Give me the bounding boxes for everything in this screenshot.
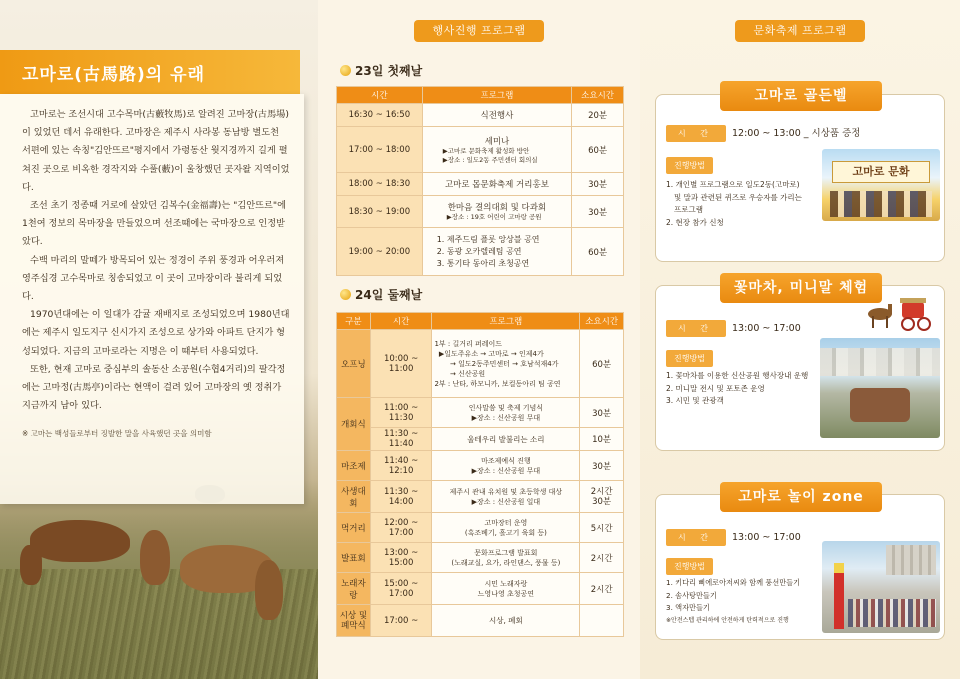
card-title-play-zone: 고마로 놀이 zone	[720, 482, 882, 512]
cell-time: 12:00 ~ 17:00	[370, 513, 432, 543]
cell-program	[432, 543, 580, 573]
program-lines: 시민 노래자랑 느영나영 초청공연	[477, 579, 534, 598]
cell-duration: 2시간	[580, 573, 624, 605]
cell-program: 식전행사	[422, 104, 571, 127]
list-item: ※안전스텝 관리하에 안전하게 탄력적으로 진행	[666, 616, 789, 624]
program-sub: ▶고마로 문화축제 활성화 방안 ▶장소 : 일도2동 주민센터 회의실	[442, 146, 538, 164]
cell-duration: 60분	[580, 330, 624, 398]
program-header: 행사진행 프로그램	[414, 20, 544, 42]
cell-duration: 30분	[580, 398, 624, 428]
program-lines: 마조제예식 진행 ▶장소 : 신산공원 무대	[471, 456, 541, 475]
col-header: 소요시간	[572, 87, 624, 104]
cell-program	[432, 330, 580, 398]
horse-image	[255, 560, 283, 620]
cell-duration: 2시간 30분	[580, 481, 624, 513]
card-play-zone	[655, 494, 945, 640]
cell-program	[422, 196, 571, 228]
table-row	[337, 481, 624, 513]
table-row	[337, 173, 624, 196]
photo-people	[830, 191, 932, 217]
horse-image	[20, 545, 42, 585]
origin-paragraph: 1970년대에는 이 일대가 감귤 재배지로 조성되었으며 1980년대에는 제주시 일도지구 신시가지 조성으로 상가와 아파트 단지가 형성되었다. 지금의 고마로라는 지명은 이 때부터 사용되었다.	[22, 309, 290, 357]
cell-program	[422, 228, 571, 276]
program-name: 한마음 결의대회 및 다과회	[447, 203, 547, 213]
play-zone-photo	[822, 541, 940, 633]
time-tag: 시 간	[666, 320, 726, 337]
cell-duration	[580, 605, 624, 637]
photo-buildings	[886, 545, 936, 575]
table-row	[337, 196, 624, 228]
list-item: 2. 미니말 전시 및 포토존 운영	[666, 383, 765, 393]
cell-time: 19:00 ~ 20:00	[337, 228, 423, 276]
col-header: 시간	[337, 87, 423, 104]
card-time: 13:00 ~ 17:00	[732, 323, 801, 334]
cell-time: 17:00 ~ 18:00	[337, 127, 423, 173]
cell-program	[422, 127, 571, 173]
cell-program	[432, 451, 580, 481]
card-items	[666, 577, 800, 627]
list-item: 프로그램	[674, 205, 703, 214]
cell-time: 11:30 ~ 11:40	[370, 428, 432, 451]
program-lines: 고마장터 운영 (흑조베기, 흘고기 육회 등)	[464, 518, 547, 537]
cell-duration: 5시간	[580, 513, 624, 543]
cell-category: 오프닝	[337, 330, 371, 398]
horse-image	[30, 520, 130, 562]
cell-time: 11:30 ~ 14:00	[370, 481, 432, 513]
cell-category: 개회식	[337, 398, 371, 451]
program-panel	[318, 0, 640, 679]
list-item: 및 말과 관련된 퀴즈로 우승자를 가리는	[674, 192, 802, 202]
cell-time: 15:00 ~ 17:00	[370, 573, 432, 605]
culture-header: 문화축제 프로그램	[735, 20, 865, 42]
method-tag: 진행방법	[666, 350, 713, 367]
program-lines: 제주시 관내 유치원 및 초등학생 대상 ▶장소 : 신산공원 일대	[449, 487, 563, 506]
photo-buildings	[820, 348, 940, 376]
cell-duration: 30분	[572, 196, 624, 228]
table-row	[337, 543, 624, 573]
col-header: 소요시간	[580, 313, 624, 330]
bullet-icon	[340, 289, 351, 300]
list-item: 3. 액자만들기	[666, 603, 710, 612]
horse-image	[140, 530, 170, 585]
card-items	[666, 179, 802, 229]
cell-time: 13:00 ~ 15:00	[370, 543, 432, 573]
table-row	[337, 428, 624, 451]
cell-duration: 30분	[580, 451, 624, 481]
table-row	[337, 330, 624, 398]
cell-time: 11:40 ~ 12:10	[370, 451, 432, 481]
card-time-row	[666, 125, 860, 142]
cell-time: 17:00 ~	[370, 605, 432, 637]
cell-duration: 10분	[580, 428, 624, 451]
cell-time: 16:30 ~ 16:50	[337, 104, 423, 127]
cell-time: 18:00 ~ 18:30	[337, 173, 423, 196]
card-time-row	[666, 320, 801, 337]
cell-time: 18:30 ~ 19:00	[337, 196, 423, 228]
program-sub: ▶장소 : 19호 어린이 고마랑 공원	[446, 213, 542, 221]
cell-program: 고마로 몹문화축제 거리홍보	[422, 173, 571, 196]
list-item: 1. 개인별 프로그램으로 일도2동(고마로)	[666, 180, 800, 189]
cell-duration: 30분	[572, 173, 624, 196]
program-lines: 문화프로그램 발표회 (노래교실, 요가, 라인댄스, 풍물 등)	[451, 548, 561, 567]
origin-title: 고마로(古馬路)의 유래	[0, 50, 300, 94]
card-title-golden-bell: 고마로 골든벨	[720, 81, 882, 111]
table-row	[337, 104, 624, 127]
col-header: 구분	[337, 313, 371, 330]
cell-category: 사생대회	[337, 481, 371, 513]
cell-duration: 20분	[572, 104, 624, 127]
photo-crowd	[848, 599, 936, 627]
card-time-row	[666, 529, 801, 546]
carriage-photo	[820, 338, 940, 438]
cell-duration: 60분	[572, 127, 624, 173]
program-lines: 1부 : 길거리 퍼레이드 ▶일도주유소 → 고마로 → 인제4가 → 일도2동주민센터 → 호남석재4가 → 신산공원 2부 : 난타, 하모니카, 보컬동아리 팀 공연	[434, 339, 561, 388]
photo-carriage	[850, 388, 910, 422]
origin-paragraph: 고마로는 조선시대 고수목마(古藪牧馬)로 알려진 고마장(古馬場)이 있었던 데서 유래한다. 고마장은 제주시 사라봉 동남방 별도천 서편에 있는 속칭"김안뜨르"평지에서 가령동산 웟지경까지 길게 펼쳐진 곳으로 비옥한 경작지와 수풀(藪)이 울창했던 곳자왈 지역이었다.	[22, 109, 290, 193]
time-tag: 시 간	[666, 125, 726, 142]
card-golden-bell	[655, 94, 945, 262]
cell-category: 발표회	[337, 543, 371, 573]
method-tag: 진행방법	[666, 558, 713, 575]
table-row	[337, 573, 624, 605]
table-row	[337, 513, 624, 543]
col-header: 시간	[370, 313, 432, 330]
card-items	[666, 370, 808, 408]
program-name: 세미나	[484, 136, 510, 147]
list-item: 2. 현장 참가 신청	[666, 217, 724, 227]
table-row	[337, 605, 624, 637]
origin-text-box	[0, 94, 304, 504]
cell-program	[432, 398, 580, 428]
cell-category: 시상 및 폐막식	[337, 605, 371, 637]
cell-time: 10:00 ~ 11:00	[370, 330, 432, 398]
origin-panel	[0, 0, 318, 679]
cell-category: 먹거리	[337, 513, 371, 543]
table-row	[337, 398, 624, 428]
list-item: 2. 솜사탕만들기	[666, 590, 717, 600]
origin-note: ※ 고마는 백성들로부터 징발한 말을 사육했던 곳을 의미함	[22, 429, 212, 439]
cell-duration: 60분	[572, 228, 624, 276]
bullet-icon	[340, 65, 351, 76]
table-row	[337, 228, 624, 276]
day1-title-text: 23일 첫째날	[355, 64, 423, 78]
day2-title	[340, 286, 422, 303]
cell-duration: 2시간	[580, 543, 624, 573]
photo-clown	[834, 563, 844, 629]
origin-paragraph: 수백 마리의 말떼가 방목되어 있는 정경이 주위 풍경과 어우러져 영주십경 고수목마로 칭송되었고 이 곳이 고마장이라 불리게 되었다.	[22, 254, 285, 303]
cell-category: 마조제	[337, 451, 371, 481]
col-header: 프로그램	[432, 313, 580, 330]
cell-category: 노래자랑	[337, 573, 371, 605]
day2-title-text: 24일 둘째날	[355, 288, 423, 302]
cell-program	[432, 513, 580, 543]
cell-program	[432, 573, 580, 605]
table-row	[337, 127, 624, 173]
day1-schedule-table	[336, 86, 624, 276]
table-row	[337, 451, 624, 481]
method-tag: 진행방법	[666, 157, 713, 174]
culture-panel	[640, 0, 960, 679]
photo-banner: 고마로 문화	[832, 161, 930, 183]
cell-program	[432, 481, 580, 513]
program-lines: 1. 제주드림 플롯 앙상블 공연 2. 동광 오카렐레팀 공연 3. 통기타 동아리 초청공연	[436, 234, 540, 268]
cell-time: 11:00 ~ 11:30	[370, 398, 432, 428]
day2-schedule-table	[336, 312, 624, 637]
col-header: 프로그램	[422, 87, 571, 104]
origin-paragraph: 또한, 현재 고마로 중심부의 솔동산 소공원(수협4거리)의 팔각정에는 고마정(古馬亭)이라는 현액이 걸려 있어 고마장의 옛 정취가 지금까지 남아 있다.	[22, 363, 286, 412]
card-time: 13:00 ~ 17:00	[732, 532, 801, 543]
cell-program: 시상, 폐회	[432, 605, 580, 637]
list-item: 3. 시민 및 관광객	[666, 396, 724, 405]
golden-bell-photo	[822, 149, 940, 221]
list-item: 1. 꽃마차를 이용한 신산공원 행사장내 운행	[666, 371, 809, 380]
card-time: 12:00 ~ 13:00 _ 시상품 증정	[732, 128, 861, 139]
list-item: 1. 키다리 삐에로아저씨와 함께 풍선만들기	[666, 578, 801, 587]
day1-title	[340, 62, 422, 79]
time-tag: 시 간	[666, 529, 726, 546]
origin-paragraph: 조선 초기 정종때 거로에 살았던 김복수(金福壽)는 "김안뜨르"에 1천여 정보의 목마장을 만들었으며 선조때에는 국마장으로 인정받았다.	[22, 200, 286, 248]
program-lines: 인사말씀 및 축제 기념식 ▶장소 : 신산공원 무대	[468, 403, 543, 422]
card-title-carriage: 꽃마차, 미니말 체험	[720, 273, 882, 303]
cell-program: 울테우리 발불리는 소리	[432, 428, 580, 451]
